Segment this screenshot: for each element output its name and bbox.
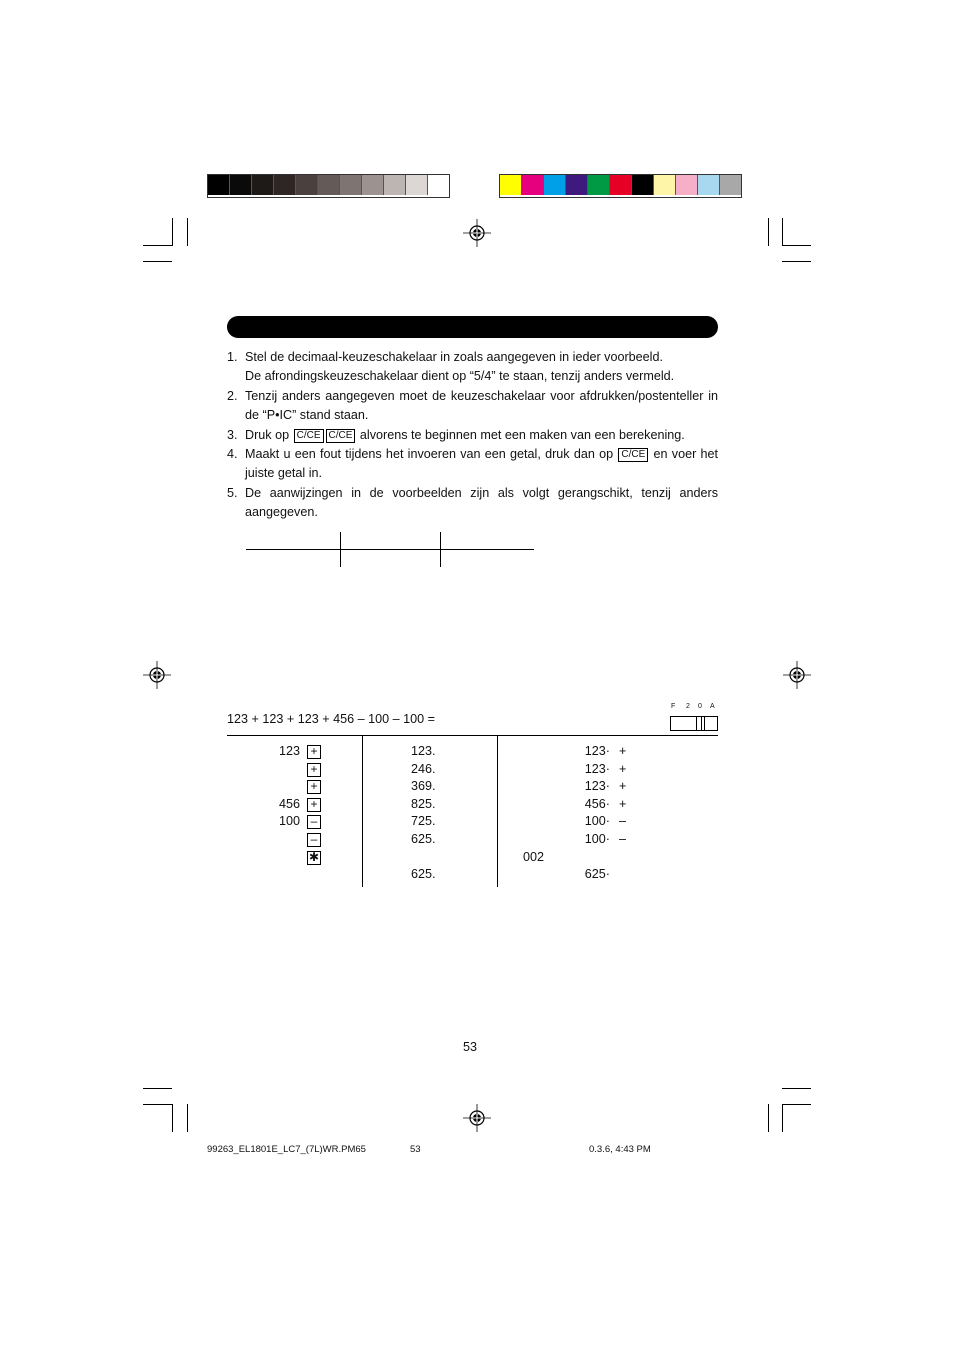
crop-mark [143,1088,172,1089]
page-number: 53 [463,1040,478,1054]
color-calibration-bar [499,174,742,198]
operation-key-icon: + [307,745,321,759]
color-swatch [500,175,522,195]
crop-mark [143,261,172,262]
legend-table-divider [340,532,341,567]
print-symbol: + [619,796,627,811]
clear-key-icon: C/CE [618,448,648,462]
example-table-divider [362,735,363,887]
crop-mark [187,218,188,246]
list-line: Stel de decimaal-keuzeschakelaar in zoals aangegeven in ieder voorbeeld. [245,350,663,364]
list-text-part: Druk op [245,427,290,442]
decimal-switch-icon [670,716,718,731]
list-number: 3. [227,427,238,442]
switch-label: A [710,703,715,710]
switch-label: F [671,703,676,710]
display-value: 625. [411,832,436,846]
color-swatch [384,175,406,195]
print-symbol: – [619,832,627,846]
section-header-bar [227,316,718,338]
operation-key-icon: – [307,833,321,847]
display-value: 123. [411,744,436,758]
color-swatch [588,175,610,195]
color-swatch [632,175,654,195]
crop-mark [782,261,811,262]
display-value: 825. [411,796,436,811]
list-item [227,445,718,484]
registration-mark-icon [463,1104,491,1132]
operation-key-icon: + [307,763,321,777]
display-value: 246. [411,761,436,776]
example-expression: 123 + 123 + 123 + 456 – 100 – 100 = [227,712,435,726]
color-swatch [296,175,318,195]
list-item [227,387,718,426]
list-number: 5. [227,485,238,500]
legend-table-line [246,549,534,550]
operation-key-icon: – [307,815,321,829]
crop-mark [782,1104,811,1105]
list-text: Tenzij anders aangegeven moet de keuzeschakelaar voor afdrukken/postenteller in de “P•IC” stand staan. [245,388,718,423]
color-swatch [318,175,340,195]
print-symbol: – [619,814,627,829]
operation-key-icon: + [307,798,321,812]
color-swatch [566,175,588,195]
color-swatch [698,175,720,195]
display-value: 725. [411,814,436,829]
color-swatch [720,175,741,195]
display-value: 625. [411,867,436,882]
clear-key-icon: C/CE [326,429,356,443]
list-item [227,426,718,445]
list-text: De aanwijzingen in de voorbeelden zijn als volgt gerangschikt, tenzij anders aangegeven. [245,485,718,520]
list-item [227,348,718,387]
registration-mark-icon [783,661,811,689]
color-swatch [610,175,632,195]
print-value: 123· [584,761,610,776]
switch-label: 0 [698,703,702,710]
crop-mark [782,245,811,246]
print-value: 100· [584,814,610,829]
color-swatch [274,175,296,195]
color-swatch [208,175,230,195]
gray-calibration-bar [207,174,450,198]
footer-date: 0.3.6, 4:43 PM [589,1144,651,1155]
crop-mark [187,1104,188,1132]
item-count: 002 [523,849,545,864]
list-number: 2. [227,388,238,403]
list-number: 1. [227,350,238,364]
entry-value: 123 [278,744,300,758]
print-value: 100· [584,832,610,846]
print-symbol: + [619,744,627,758]
list-text [245,426,718,445]
print-symbol: + [619,779,627,794]
color-swatch [230,175,252,195]
color-swatch [362,175,384,195]
crop-mark [172,218,173,246]
list-item [227,484,718,523]
entry-value: 100 [278,814,300,829]
list-text [245,348,718,387]
color-swatch [252,175,274,195]
list-line: De afrondingskeuzeschakelaar dient op “5/4” te staan, tenzij anders vermeld. [245,369,675,384]
crop-mark [782,1104,783,1132]
registration-mark-icon [143,661,171,689]
list-number: 4. [227,447,238,462]
crop-mark [768,218,769,246]
operation-key-icon: ✱ [308,849,320,864]
print-value: 625· [584,867,610,882]
list-text-part: Maakt u een fout tijdens het invoeren van een getal, druk dan op [245,447,614,462]
list-text [245,445,718,484]
footer-filename: 99263_EL1801E_LC7_(7L)WR.PM65 [207,1144,366,1155]
crop-mark [782,218,783,246]
crop-mark [768,1104,769,1132]
color-swatch [428,175,449,195]
color-swatch [544,175,566,195]
crop-mark [143,245,172,246]
operation-key-icon: + [307,780,321,794]
print-value: 123· [584,744,610,758]
crop-mark [172,1104,173,1132]
print-value: 123· [584,779,610,794]
color-swatch [676,175,698,195]
example-table-top-line [227,735,718,736]
crop-mark [143,1104,172,1105]
color-swatch [340,175,362,195]
legend-table-divider [440,532,441,567]
crop-mark [782,1088,811,1089]
switch-label: 2 [686,703,690,710]
example-table-divider [497,735,498,887]
entry-value: 456 [278,796,300,811]
clear-key-icon: C/CE [294,429,324,443]
print-value: 456· [584,796,610,811]
color-swatch [406,175,428,195]
print-symbol: + [619,761,627,776]
list-text-part: alvorens te beginnen met een maken van een berekening. [359,427,685,442]
list-text-part: en voer het juiste getal in. [245,447,719,481]
color-swatch [654,175,676,195]
display-value: 369. [411,779,436,794]
footer-page: 53 [410,1144,421,1155]
registration-mark-icon [463,219,491,247]
instruction-list [227,348,718,523]
color-swatch [522,175,544,195]
